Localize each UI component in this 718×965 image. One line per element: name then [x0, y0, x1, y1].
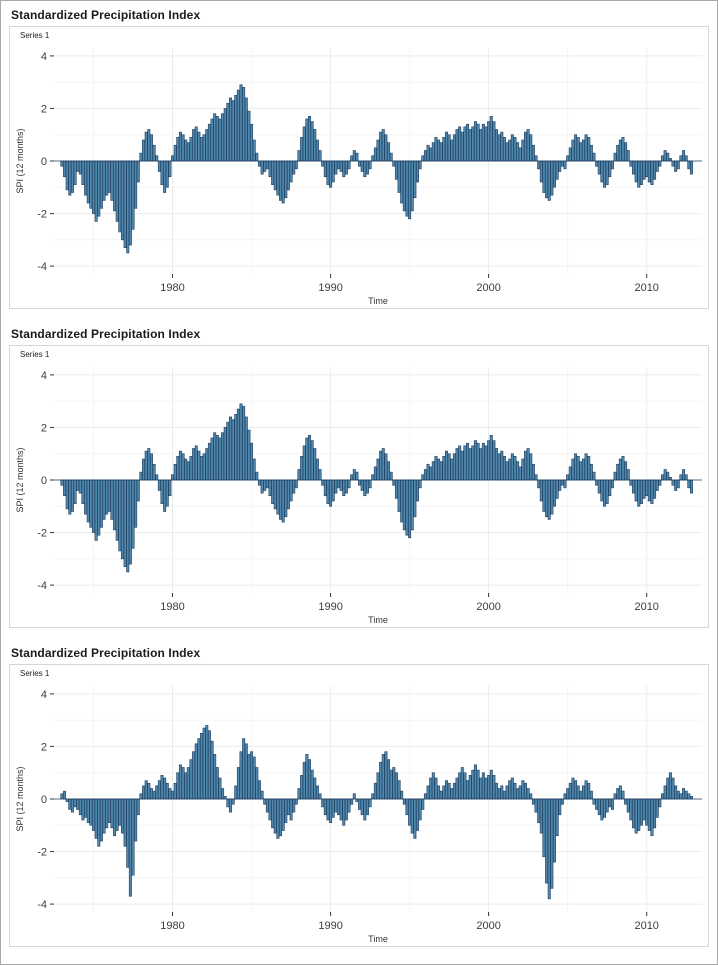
spi-bar-plot — [12, 40, 712, 308]
chart-title: Standardized Precipitation Index — [11, 327, 201, 341]
svg-text:-2: -2 — [37, 846, 47, 859]
svg-text:2000: 2000 — [476, 282, 501, 294]
chart-title: Standardized Precipitation Index — [11, 646, 201, 660]
chart-title: Standardized Precipitation Index — [11, 8, 201, 22]
svg-text:0: 0 — [40, 475, 47, 487]
series-label: Series 1 — [20, 31, 50, 40]
svg-text:1980: 1980 — [160, 601, 185, 613]
svg-text:Time: Time — [368, 934, 388, 944]
svg-text:SPI (12 months): SPI (12 months) — [15, 766, 25, 832]
svg-text:-4: -4 — [37, 261, 47, 274]
svg-text:1980: 1980 — [160, 282, 185, 294]
chart-panel-frame — [9, 26, 709, 309]
svg-text:2000: 2000 — [476, 920, 501, 932]
svg-text:-2: -2 — [37, 527, 47, 540]
spi-chart-2 — [9, 327, 709, 642]
spi-bar-plot — [12, 678, 712, 946]
svg-text:1990: 1990 — [318, 601, 343, 613]
chart-panel-frame — [9, 345, 709, 628]
svg-text:Time: Time — [368, 615, 388, 625]
bars — [61, 85, 693, 253]
bars — [61, 404, 693, 572]
svg-text:2: 2 — [40, 103, 47, 116]
svg-text:0: 0 — [40, 794, 47, 806]
svg-text:2: 2 — [40, 422, 47, 435]
svg-text:1990: 1990 — [318, 282, 343, 294]
spi-chart-1 — [9, 8, 709, 323]
spi-chart-3 — [9, 646, 709, 961]
svg-text:-4: -4 — [37, 899, 47, 912]
svg-text:SPI (12 months): SPI (12 months) — [15, 128, 25, 194]
svg-text:0: 0 — [40, 156, 47, 168]
svg-text:4: 4 — [40, 369, 47, 382]
bars — [61, 725, 693, 898]
svg-text:4: 4 — [40, 50, 47, 63]
chart-panel-frame — [9, 664, 709, 947]
svg-text:-2: -2 — [37, 208, 47, 221]
svg-text:2010: 2010 — [634, 920, 659, 932]
series-label: Series 1 — [20, 669, 50, 678]
svg-text:Time: Time — [368, 296, 388, 306]
spi-bar-plot — [12, 359, 712, 627]
svg-text:4: 4 — [40, 688, 47, 701]
svg-text:2000: 2000 — [476, 601, 501, 613]
svg-text:1980: 1980 — [160, 920, 185, 932]
svg-text:2: 2 — [40, 741, 47, 754]
svg-text:2010: 2010 — [634, 282, 659, 294]
svg-text:1990: 1990 — [318, 920, 343, 932]
svg-text:2010: 2010 — [634, 601, 659, 613]
svg-text:SPI (12 months): SPI (12 months) — [15, 447, 25, 513]
series-label: Series 1 — [20, 350, 50, 359]
svg-text:-4: -4 — [37, 580, 47, 593]
